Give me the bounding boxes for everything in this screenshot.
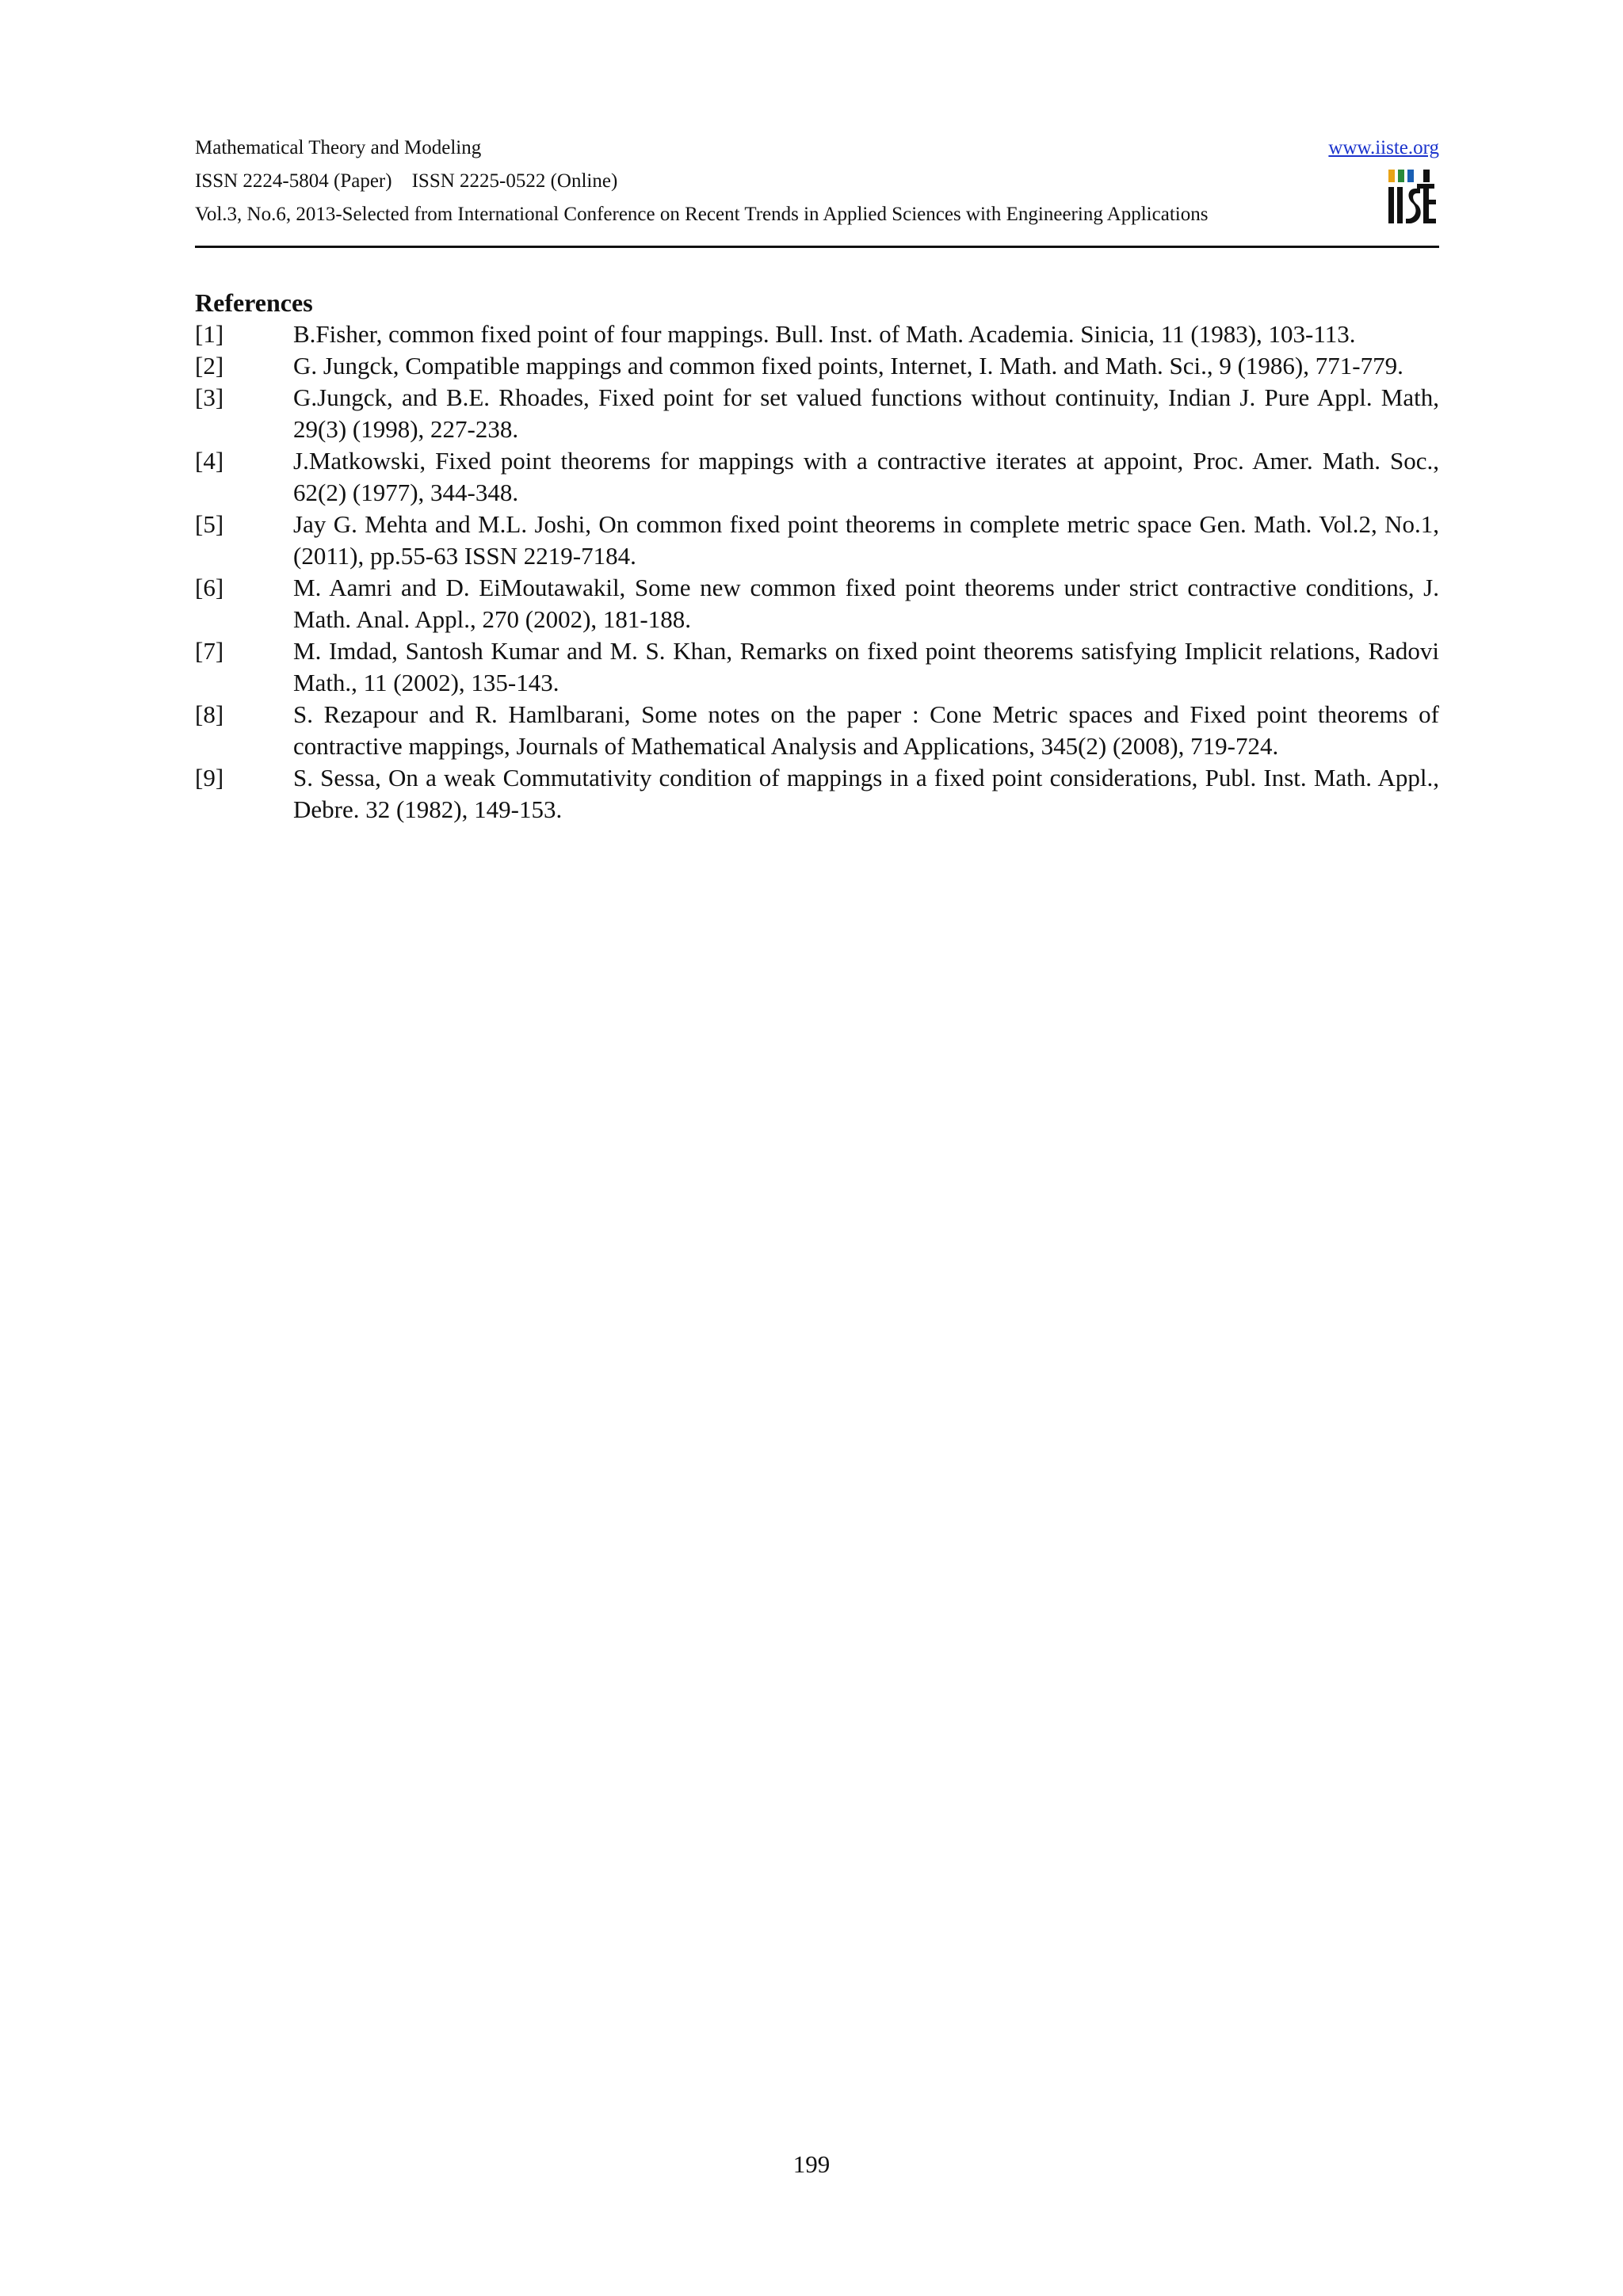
references-section <box>195 287 1439 826</box>
page-header <box>195 136 1439 247</box>
reference-number: [1] <box>195 320 224 348</box>
reference-text: Jay G. Mehta and M.L. Joshi, On common fixed point theorems in complete metric space Gen. Math. Vol.2, No.1, (2011), pp.55-63 ISSN 2219-7184. <box>293 510 1439 570</box>
reference-text: S. Rezapour and R. Hamlbarani, Some notes on the paper : Cone Metric spaces and Fixed point theorems of contractive mappings, Journals of Mathematical Analysis and Applications, 345(2) (2008), 719-724. <box>293 700 1439 760</box>
issn-line: ISSN 2224-5804 (Paper) ISSN 2225-0522 (Online) <box>195 170 618 192</box>
reference-text: S. Sessa, On a weak Commutativity condition of mappings in a fixed point considerations, Publ. Inst. Math. Appl., Debre. 32 (1982), 149-153. <box>293 764 1439 823</box>
header-divider <box>195 246 1439 248</box>
page-number: 199 <box>792 2150 831 2178</box>
reference-number: [8] <box>195 700 224 728</box>
reference-number: [5] <box>195 510 224 538</box>
references-list <box>195 318 1439 826</box>
reference-text: B.Fisher, common fixed point of four mappings. Bull. Inst. of Math. Academia. Sinicia, 11 (1983), 103-113. <box>293 320 1356 348</box>
reference-item <box>195 635 1439 699</box>
reference-number: [6] <box>195 574 224 601</box>
reference-text: G.Jungck, and B.E. Rhoades, Fixed point for set valued functions without continuity, Indian J. Pure Appl. Math, 29(3) (1998), 227-238. <box>293 383 1439 443</box>
reference-text: M. Imdad, Santosh Kumar and M. S. Khan, Remarks on fixed point theorems satisfying Implicit relations, Radovi Math., 11 (2002), 135-143. <box>293 637 1439 696</box>
reference-item <box>195 318 1439 350</box>
reference-number: [4] <box>195 447 224 475</box>
journal-title: Mathematical Theory and Modeling <box>195 137 482 158</box>
reference-number: [7] <box>195 637 224 665</box>
volume-line: Vol.3, No.6, 2013-Selected from International Conference on Recent Trends in Applied Sciences with Engineering Applications <box>195 204 1209 225</box>
reference-number: [3] <box>195 383 224 411</box>
reference-number: [9] <box>195 764 224 791</box>
reference-item <box>195 509 1439 572</box>
reference-text: J.Matkowski, Fixed point theorems for mappings with a contractive iterates at appoint, Proc. Amer. Math. Soc., 62(2) (1977), 344-348. <box>293 447 1439 506</box>
references-heading: References <box>195 288 313 317</box>
reference-number: [2] <box>195 352 224 379</box>
reference-text: G. Jungck, Compatible mappings and common fixed points, Internet, I. Math. and Math. Sci., 9 (1986), 771-779. <box>293 352 1403 379</box>
reference-item <box>195 445 1439 509</box>
reference-item <box>195 699 1439 762</box>
reference-item <box>195 382 1439 445</box>
reference-text: M. Aamri and D. EiMoutawakil, Some new common fixed point theorems under strict contractive conditions, J. Math. Anal. Appl., 270 (2002), 181-188. <box>293 574 1439 633</box>
reference-item <box>195 350 1439 382</box>
iiste-logo-icon <box>1385 168 1438 228</box>
reference-item <box>195 762 1439 826</box>
website-link[interactable]: www.iiste.org <box>1328 137 1439 158</box>
reference-item <box>195 572 1439 635</box>
